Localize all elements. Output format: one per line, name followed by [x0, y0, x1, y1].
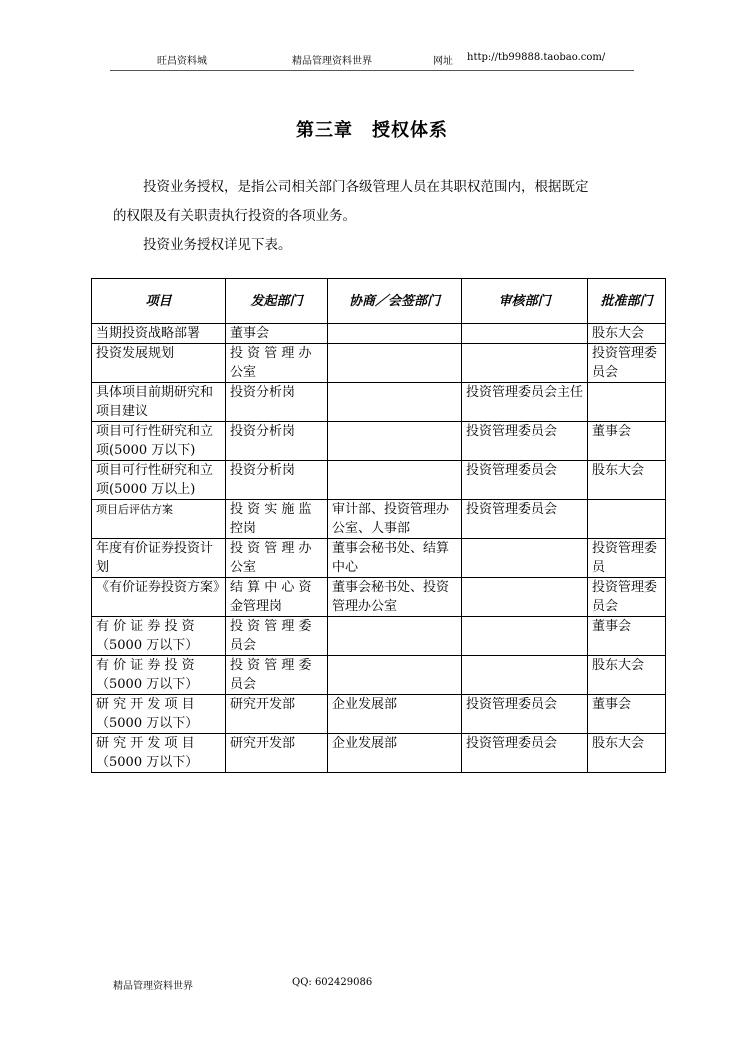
cell-consulting-dept: 审计部、投资管理办公室、人事部 [328, 500, 462, 539]
footer-site-name: 精品管理资料世界 [113, 981, 193, 992]
table-row [92, 656, 666, 695]
cell-review-dept: 投资管理委员会 [462, 461, 588, 500]
cell-item: 有 价 证 券 投 资（5000 万以下） [92, 656, 226, 695]
header-shop-name: 旺昌资料城 [157, 56, 207, 67]
cell-initiating-dept: 投资分析岗 [226, 383, 328, 422]
cell-item: 《有价证券投资方案》 [92, 578, 226, 617]
cell-item: 当期投资战略部署 [92, 324, 226, 344]
cell-consulting-dept [328, 383, 462, 422]
table-row [92, 578, 666, 617]
cell-review-dept: 投资管理委员会 [462, 695, 588, 734]
cell-review-dept [462, 656, 588, 695]
column-header-item: 项目 [92, 279, 226, 324]
column-header-consulting-dept: 协商／会签部门 [328, 279, 462, 324]
chapter-title: 第三章 授权体系 [296, 120, 448, 141]
footer-qq-contact: QQ: 602429086 [292, 977, 373, 988]
cell-item: 研 究 开 发 项 目（5000 万以下） [92, 734, 226, 773]
cell-approval-dept: 股东大会 [588, 656, 666, 695]
cell-initiating-dept: 结 算 中 心 资金管理岗 [226, 578, 328, 617]
table-row [92, 383, 666, 422]
cell-initiating-dept: 投 资 管 理 办公室 [226, 539, 328, 578]
cell-consulting-dept [328, 422, 462, 461]
cell-consulting-dept [328, 617, 462, 656]
authorization-table [91, 278, 666, 773]
cell-item: 投资发展规划 [92, 344, 226, 383]
cell-consulting-dept [328, 656, 462, 695]
cell-review-dept [462, 324, 588, 344]
cell-initiating-dept: 投 资 实 施 监控岗 [226, 500, 328, 539]
cell-item: 年度有价证券投资计划 [92, 539, 226, 578]
intro-paragraph-line-1: 投资业务授权，是指公司相关部门各级管理人员在其职权范围内，根据既定 [143, 179, 589, 195]
cell-approval-dept: 投资管理委员会 [588, 344, 666, 383]
cell-review-dept: 投资管理委员会 [462, 734, 588, 773]
table-row [92, 461, 666, 500]
table-header-row [92, 279, 666, 324]
cell-approval-dept: 股东大会 [588, 461, 666, 500]
column-header-initiating-dept: 发起部门 [226, 279, 328, 324]
cell-consulting-dept [328, 324, 462, 344]
cell-review-dept [462, 578, 588, 617]
table-row [92, 324, 666, 344]
cell-review-dept: 投资管理委员会主任 [462, 383, 588, 422]
cell-approval-dept [588, 383, 666, 422]
cell-initiating-dept: 董事会 [226, 324, 328, 344]
intro-paragraph-line-2: 的权限及有关职责执行投资的各项业务。 [113, 208, 356, 224]
cell-review-dept [462, 344, 588, 383]
cell-consulting-dept [328, 461, 462, 500]
column-header-review-dept: 审核部门 [462, 279, 588, 324]
cell-review-dept: 投资管理委员会 [462, 422, 588, 461]
cell-approval-dept: 投资管理委员会 [588, 578, 666, 617]
cell-consulting-dept: 企业发展部 [328, 695, 462, 734]
header-site-name: 精品管理资料世界 [292, 56, 372, 67]
cell-item: 项目可行性研究和立项(5000 万以下) [92, 422, 226, 461]
cell-consulting-dept: 企业发展部 [328, 734, 462, 773]
cell-initiating-dept: 研究开发部 [226, 695, 328, 734]
cell-initiating-dept: 投资分析岗 [226, 422, 328, 461]
page-header [110, 52, 634, 71]
cell-initiating-dept: 投 资 管 理 办公室 [226, 344, 328, 383]
cell-item: 研 究 开 发 项 目（5000 万以下） [92, 695, 226, 734]
cell-approval-dept: 投资管理委员 [588, 539, 666, 578]
cell-approval-dept: 董事会 [588, 695, 666, 734]
cell-review-dept: 投资管理委员会 [462, 500, 588, 539]
intro-paragraph-line-3: 投资业务授权详见下表。 [143, 237, 292, 253]
cell-review-dept [462, 539, 588, 578]
cell-consulting-dept [328, 344, 462, 383]
table-row [92, 500, 666, 539]
table-row [92, 539, 666, 578]
header-url-label: 网址 [433, 56, 453, 67]
table-row [92, 344, 666, 383]
cell-approval-dept [588, 500, 666, 539]
cell-item: 具体项目前期研究和项目建议 [92, 383, 226, 422]
table-row [92, 422, 666, 461]
table-row [92, 695, 666, 734]
cell-initiating-dept: 研究开发部 [226, 734, 328, 773]
cell-approval-dept: 股东大会 [588, 734, 666, 773]
table-row [92, 617, 666, 656]
cell-consulting-dept: 董事会秘书处、投资管理办公室 [328, 578, 462, 617]
cell-approval-dept: 董事会 [588, 422, 666, 461]
cell-approval-dept: 董事会 [588, 617, 666, 656]
cell-approval-dept: 股东大会 [588, 324, 666, 344]
cell-initiating-dept: 投 资 管 理 委员会 [226, 617, 328, 656]
cell-item: 项目可行性研究和立项(5000 万以上) [92, 461, 226, 500]
cell-review-dept [462, 617, 588, 656]
cell-item: 项目后评估方案 [92, 500, 226, 539]
header-url-link[interactable]: http://tb99888.taobao.com/ [467, 52, 606, 63]
cell-item: 有 价 证 券 投 资（5000 万以下） [92, 617, 226, 656]
cell-initiating-dept: 投资分析岗 [226, 461, 328, 500]
column-header-approval-dept: 批准部门 [588, 279, 666, 324]
cell-consulting-dept: 董事会秘书处、结算中心 [328, 539, 462, 578]
table-row [92, 734, 666, 773]
cell-initiating-dept: 投 资 管 理 委员会 [226, 656, 328, 695]
